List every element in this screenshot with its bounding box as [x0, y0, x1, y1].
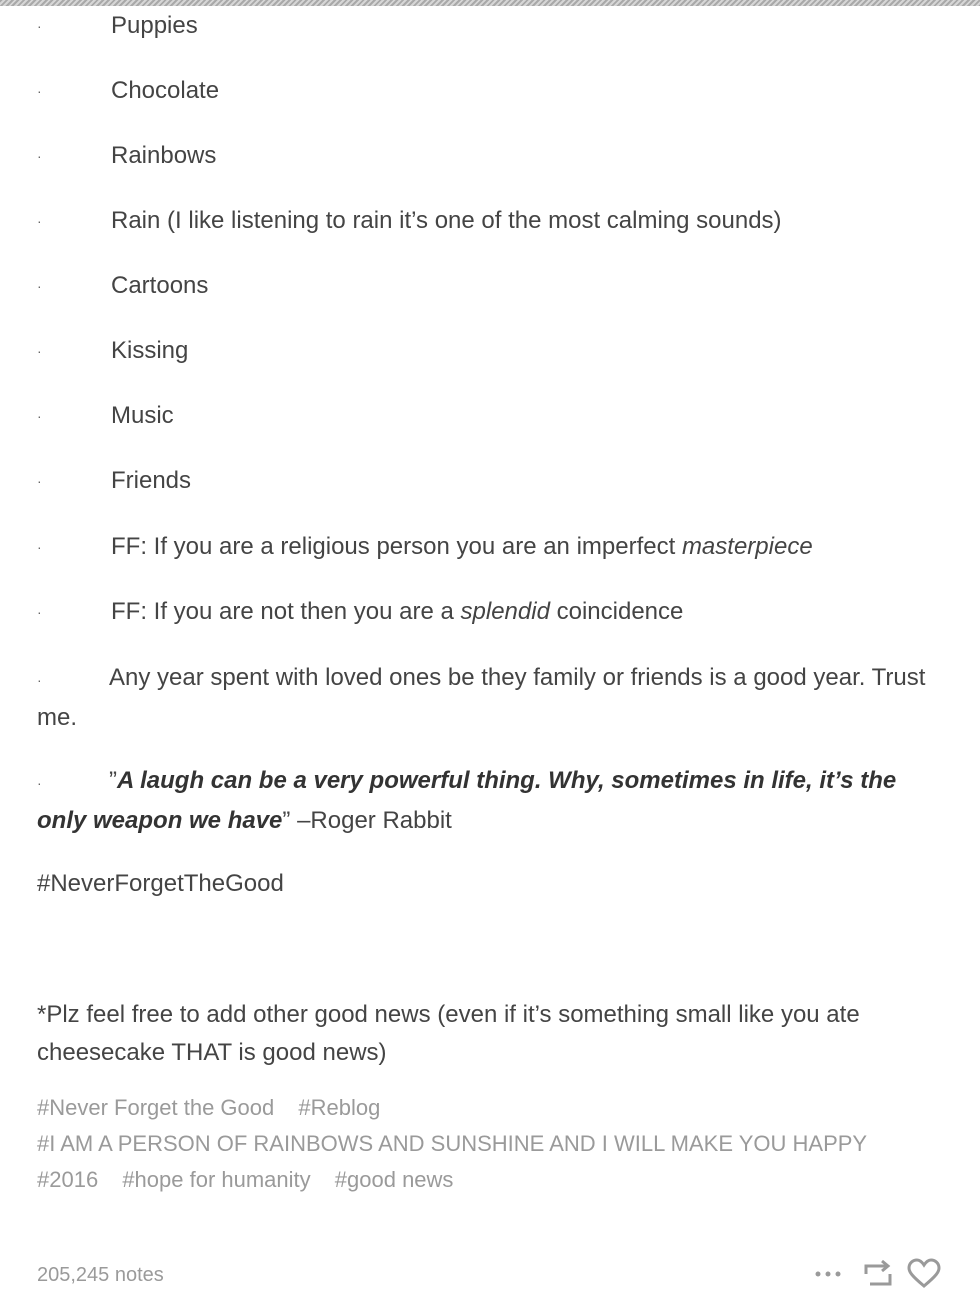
more-icon[interactable]	[812, 1258, 848, 1293]
bullet-dot: ·	[37, 604, 42, 620]
quote-paragraph	[37, 762, 942, 840]
bullet-dot: ·	[37, 473, 42, 489]
tag-link[interactable]: #Reblog	[298, 1095, 381, 1120]
tag-list	[37, 1090, 942, 1198]
tag-link[interactable]: #hope for humanity	[122, 1167, 311, 1192]
list-item-text: Kissing	[111, 337, 189, 364]
ff-coincidence-emphasis: splendid	[460, 598, 550, 625]
tag-link[interactable]: #good news	[334, 1167, 454, 1192]
loved-ones-paragraph	[37, 659, 942, 737]
list-item-text: Puppies	[111, 12, 198, 39]
loved-ones-text: Any year spent with loved ones be they family or friends is a good year. Trust me.	[37, 664, 926, 731]
list-item-text: Chocolate	[111, 77, 220, 104]
tag-link[interactable]: #Never Forget the Good	[37, 1095, 275, 1120]
tag-line	[37, 1126, 942, 1162]
tag-link[interactable]: #I AM A PERSON OF RAINBOWS AND SUNSHINE AND I WILL MAKE YOU HAPPY	[37, 1131, 868, 1156]
tag-line	[37, 1090, 942, 1126]
torn-edge	[0, 0, 980, 6]
bullet-dot: ·	[37, 213, 42, 229]
list-item-text: Rainbows	[111, 142, 217, 169]
tag-line	[37, 1162, 942, 1198]
ff-coincidence-suffix: coincidence	[549, 598, 684, 625]
post-footer	[37, 1258, 942, 1288]
list-item-text: Cartoons	[111, 272, 209, 299]
list-item-text: Friends	[111, 467, 192, 494]
ff-religious-text: FF: If you are a religious person you are an imperfect	[111, 533, 682, 560]
bullet-dot: ·	[37, 343, 42, 359]
hashtag-line: #NeverForgetTheGood	[37, 870, 284, 897]
quote-text: A laugh can be a very powerful thing. Why, sometimes in life, it’s the only weapon we have	[37, 767, 897, 834]
bullet-dot: ·	[37, 148, 42, 164]
bullet-dot: ·	[37, 672, 42, 688]
tag-link[interactable]: #2016	[37, 1167, 99, 1192]
post-actions	[762, 1258, 942, 1288]
bullet-dot: ·	[37, 18, 42, 34]
bullet-dot: ·	[37, 408, 42, 424]
reblog-icon[interactable]	[860, 1258, 896, 1293]
like-icon[interactable]	[906, 1258, 942, 1293]
list-item-text	[111, 593, 683, 631]
ff-religious-emphasis: masterpiece	[681, 533, 813, 560]
bullet-dot: ·	[37, 278, 42, 294]
quote-attribution: ” –Roger Rabbit	[282, 807, 452, 834]
quote-open-mark: ”	[109, 767, 117, 794]
notes-count[interactable]: 205,245 notes	[37, 1264, 164, 1286]
closing-note: *Plz feel free to add other good news (even if it’s something small like you ate cheesecake THAT is good news)	[37, 1001, 860, 1066]
bullet-dot: ·	[37, 539, 42, 555]
list-item-text: Rain (I like listening to rain it’s one of the most calming sounds)	[111, 207, 782, 234]
list-item-text	[111, 528, 813, 566]
list-item-text: Music	[111, 402, 174, 429]
bullet-dot: ·	[37, 83, 42, 99]
bullet-dot: ·	[37, 775, 42, 791]
ff-coincidence-prefix: FF: If you are not then you are a	[111, 598, 461, 625]
